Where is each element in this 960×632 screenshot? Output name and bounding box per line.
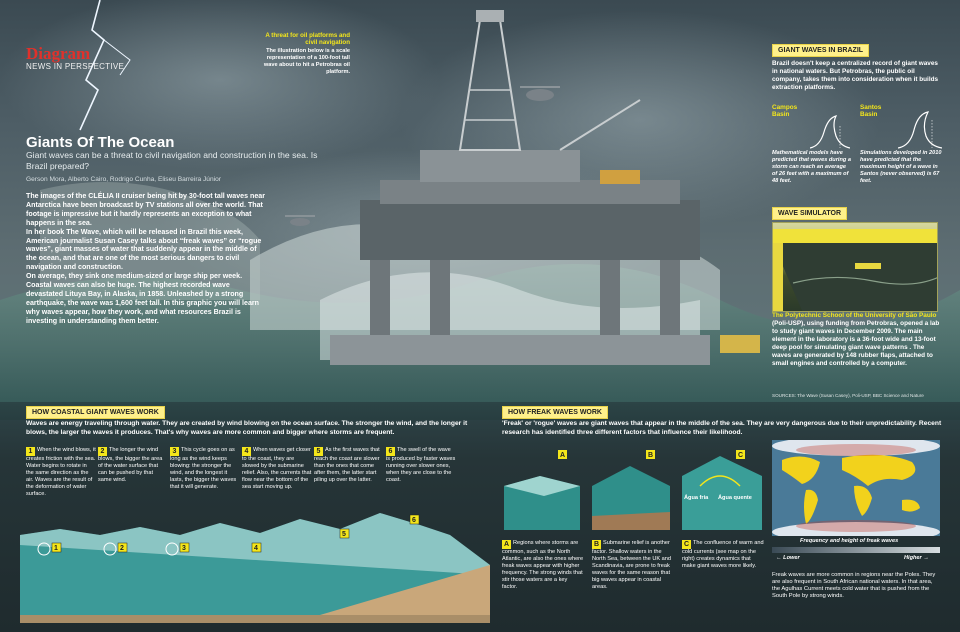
coastal-step (314, 447, 384, 484)
step-text: When waves get closer to the coast, they are slowed by the submarine relief. Also, the currents that flow near the bottom of the sea start moving up. (242, 447, 312, 490)
wave-simulator-photo (772, 222, 938, 312)
callout-heading: A threat for oil platforms and civil navigation (265, 32, 350, 46)
block-b (592, 466, 670, 530)
block-c (682, 456, 762, 530)
brazil-heading: GIANT WAVES IN BRAZIL (772, 44, 869, 57)
freak-heading: HOW FREAK WAVES WORK (502, 406, 608, 419)
step-number: 3 (170, 447, 179, 456)
santos-basin-text: Simulations developed in 2010 have predicted that the maximum height of a wave in Santos (never observed) is 67 feet. (860, 150, 942, 184)
cold-water-label: Água fria (684, 495, 709, 501)
step-text: This cycle goes on as long as the wind keeps blowing: the stronger the wind, and the longest it lasts, the bigger the waves that it will generate. (170, 447, 237, 490)
svg-text:6: 6 (412, 517, 416, 524)
step-text: The swell of the wave is produced by faster waves running over slower ones, when they are close to the coast. (386, 447, 456, 483)
simulator-description: (Poli-USP), using funding from Petrobras, opened a lab to study giant waves in December 2009. The main element in the laboratory is a 36-foot wide and 13-foot deep pool for simulating giant wave patterns . The waves are generated by 148 rubber flaps, attached to small engines and controlled by a computer. (772, 320, 940, 367)
step-number: 2 (98, 447, 107, 456)
freak-waves-world-map (772, 440, 940, 536)
map-text: Freak waves are more common in regions near the Poles. They are also frequent in South African national waters. In that area, the Agulhas Current meets cold water that is pushed from the South Pole by strong winds. (772, 572, 936, 599)
scale-higher-text: Higher (904, 555, 922, 561)
svg-text:3: 3 (182, 545, 186, 552)
coastal-wave-cross-section (20, 505, 490, 625)
factor-letter: B (593, 541, 600, 548)
map-caption: Frequency and height of freak waves (800, 538, 899, 544)
freak-factor (592, 540, 674, 590)
freak-factor (682, 540, 764, 570)
factor-letter: C (683, 541, 690, 548)
intro-paragraph: In her book The Wave, which will be released in Brazil this week, American journalist Susan Casey talks about “freak waves” or “rogue waves”, giant masses of water that suddenly appear in the middle of the ocean, and that are one of the most serious dangers to civil navigation and construction. (26, 227, 262, 272)
svg-text:1: 1 (54, 545, 58, 552)
factor-text: Submarine relief is another factor. Shallow waters in the North Sea, between the UK and Scandinavia, are prone to freak waves for the same reason that big waves appear in coastal areas. (592, 540, 671, 590)
step-number: 6 (386, 447, 395, 456)
svg-text:A: A (560, 452, 566, 459)
section-label: NEWS IN PERSPECTIVE (26, 62, 125, 71)
factor-text: Regions where storms are common, such as the North Atlantic, are also the ones where freak waves appear with higher frequency. The strong winds that stir those waters are a key factor. (502, 540, 584, 590)
coastal-step (386, 447, 456, 484)
svg-text:4: 4 (254, 545, 258, 552)
brand-title: Diagram (26, 44, 91, 63)
simulator-heading: WAVE SIMULATOR (772, 207, 847, 220)
warm-water-label: Água quente (718, 495, 752, 501)
simulator-text (772, 312, 944, 368)
step-number: 1 (26, 447, 35, 456)
step-number: 5 (314, 447, 323, 456)
sources-note: SOURCES: The Wave (Susan Casey), Poli-USP, BBC Science and Nature (772, 393, 924, 398)
santos-basin-label: Santos Basin (860, 104, 882, 118)
coastal-step (26, 447, 96, 497)
step-text: As the first waves that reach the coast are slower than the ones that come after them, the latter start piling up over the latter. (314, 447, 380, 483)
santos-wave-icon (898, 110, 942, 150)
platform-callout (258, 32, 350, 76)
callout-text: The illustration below is a scale representation of a 100-foot tall wave about to hit a Petrobras oil platform. (263, 48, 350, 75)
frequency-scale-bar (772, 546, 940, 554)
article-subtitle: Giant waves can be a threat to civil navigation and construction in the sea. Is Brazil prepared? (26, 150, 318, 171)
factor-letter: A (503, 541, 510, 548)
scale-lower-text: Lower (783, 555, 800, 561)
step-number: 4 (242, 447, 251, 456)
svg-text:2: 2 (120, 545, 124, 552)
step-text: The longer the wind blows, the bigger the area of the water surface that can be pushed by that same wind. (98, 447, 163, 483)
coastal-step (242, 447, 312, 491)
freak-factor (502, 540, 584, 590)
article-title: Giants Of The Ocean (26, 134, 175, 151)
coastal-step (170, 447, 240, 491)
freak-wave-blocks (500, 446, 770, 536)
coastal-heading: HOW COASTAL GIANT WAVES WORK (26, 406, 165, 419)
intro-paragraph: The images of the CLÉLIA II cruiser being hit by 30-foot tall waves near Antarctica have been broadcast by TV stations all over the world. That footage is impressive but it hardly represents an exception to what happens in the sea. (26, 192, 266, 227)
svg-text:C: C (738, 452, 744, 459)
article-intro (26, 192, 266, 326)
coastal-step (98, 447, 168, 484)
scale-lower-label: ← Lower (776, 555, 800, 561)
article-authors: Gerson Mora, Alberto Cairo, Rodrigo Cunha, Eliseu Barreira Júnior (26, 176, 221, 183)
block-a (504, 476, 580, 530)
step-text: When the wind blows, it creates friction with the sea. Water begins to rotate in the same direction as the air. Waves are the result of the deformation of water surface. (26, 447, 96, 497)
intro-paragraph: On average, they sink one medium-sized or large ship per week. Coastal waves can also be huge. The highest recorded wave devastated Lituya Bay, in Alaska, in 1858. Unleashed by a strong earthquake, the wave was 1,600 feet tall. In this graphic you will learn why waves appear, how they work, and what resources Brazil is investing in understanding them better. (26, 272, 259, 325)
simulator-school: The Polytechnic School of the University of São Paulo (772, 312, 937, 319)
brazil-text: Brazil doesn't keep a centralized record of giant waves in national waters. But Petrobras, the public oil company, takes them into consideration when it builds extraction platforms. (772, 60, 939, 91)
svg-text:5: 5 (342, 531, 346, 538)
svg-text:B: B (648, 452, 654, 459)
campos-basin-text: Mathematical models have predicted that waves during a storm can reach an average of 26 feet with a maximum of 48 feet. (772, 150, 851, 184)
campos-wave-icon (810, 112, 850, 150)
factor-text: The confluence of warm and cold currents (see map on the right) creates dynamics that make giant waves more likely. (682, 540, 764, 569)
scale-higher-label: Higher → (904, 555, 929, 561)
campos-basin-label: Campos Basin (772, 104, 798, 118)
freak-intro: 'Freak' or 'rogue' waves are giant waves that appear in the middle of the sea. They are very dangerous due to their unpredictability. Recent research has identified three different factors that influence their likelihood. (502, 420, 942, 436)
coastal-intro: Waves are energy traveling through water. They are created by wind blowing on the ocean surface. The stronger the wind, and the longer it blows, the larger the waves it produces. That's why waves are more common and bigger where storms are frequent. (26, 420, 468, 436)
